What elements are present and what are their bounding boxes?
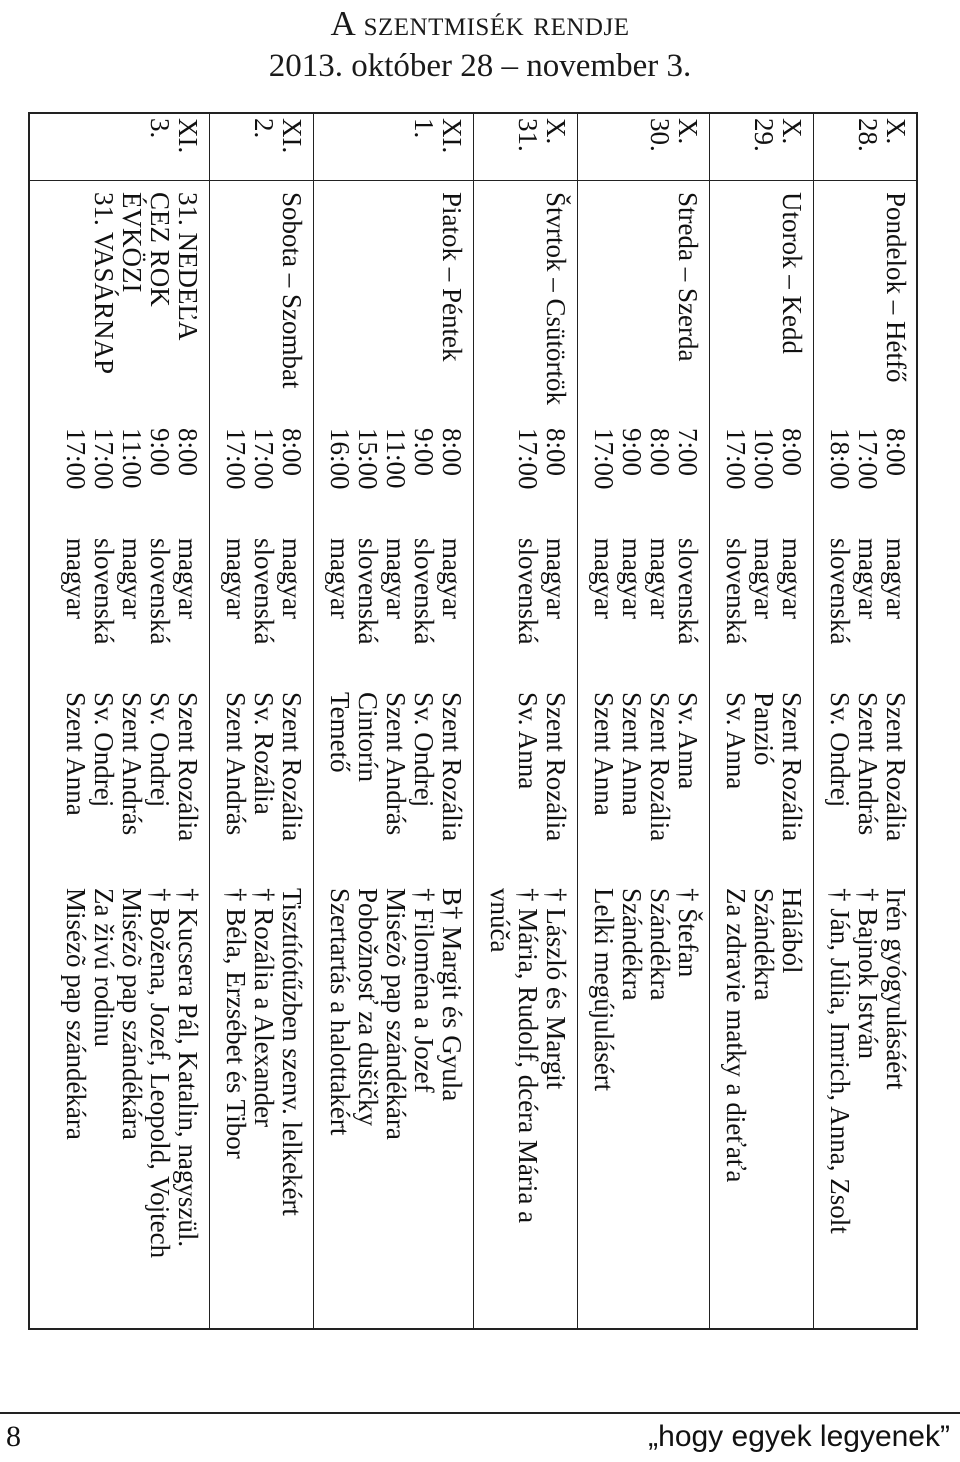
day-name-cell xyxy=(278,192,306,389)
day-name-text: ÉVKÖZI xyxy=(117,192,147,293)
mass-place: Szent Anna xyxy=(589,692,619,816)
mass-lang: magyar xyxy=(325,538,355,619)
mass-lang: slovenská xyxy=(721,538,751,645)
mass-lang: magyar xyxy=(437,538,467,619)
mass-time: 16:00 xyxy=(325,428,355,490)
mass-intent: † Ján, Júlia, Imrich, Anna, Zsolt xyxy=(825,888,855,1234)
mass-lang: slovenská xyxy=(145,538,175,645)
schedule-table xyxy=(28,112,918,1330)
mass-place: Szent Rozália xyxy=(277,692,307,842)
mass-place: Cintorín xyxy=(353,692,383,783)
mass-time: 18:00 xyxy=(825,428,855,490)
mass-lang: magyar xyxy=(853,538,883,619)
mass-intent: Pobožnosť za dušičky xyxy=(353,888,383,1127)
day-name-text: Štvrtok – Csütörtök xyxy=(541,192,571,406)
date-text: 3. xyxy=(145,118,175,139)
mass-place: Temető xyxy=(325,692,355,773)
mass-lang: magyar xyxy=(749,538,779,619)
mass-place: Szent Anna xyxy=(617,692,647,816)
mass-intent: Irén gyógyulásáért xyxy=(881,888,911,1090)
mass-intent: † Bajnok István xyxy=(853,888,883,1059)
mass-lang: magyar xyxy=(881,538,911,619)
footer-divider xyxy=(0,1412,960,1414)
date-cell xyxy=(514,118,570,152)
mass-time: 8:00 xyxy=(173,428,203,477)
mass-lang: magyar xyxy=(541,538,571,619)
mass-time: 17:00 xyxy=(513,428,543,490)
mass-time: 9:00 xyxy=(145,428,175,477)
mass-place: Sv. Anna xyxy=(673,692,703,790)
mass-time: 7:00 xyxy=(673,428,703,477)
day-divider xyxy=(313,112,314,1330)
day-divider xyxy=(209,112,210,1330)
mass-place: Sv. Anna xyxy=(721,692,751,790)
date-text: XI. xyxy=(437,118,467,154)
mass-intent: † Filoména a Jozef xyxy=(409,888,439,1093)
mass-intent: Hálából xyxy=(777,888,807,974)
mass-lang: magyar xyxy=(221,538,251,619)
day-name-cell xyxy=(438,192,466,362)
day-name-text: CEZ ROK xyxy=(145,192,175,307)
day-name-cell xyxy=(778,192,806,354)
date-text: 1. xyxy=(409,118,439,139)
mass-time: 15:00 xyxy=(353,428,383,490)
date-range: 2013. október 28 – november 3. xyxy=(268,48,692,84)
date-text: X. xyxy=(673,118,703,145)
mass-place: Sv. Ondrej xyxy=(145,692,175,808)
page-title: A szentmisék rendje xyxy=(330,4,630,43)
mass-intent: Misézõ pap szándékára xyxy=(117,888,147,1140)
mass-time: 17:00 xyxy=(721,428,751,490)
day-divider xyxy=(577,112,578,1330)
date-text: X. xyxy=(541,118,571,145)
mass-lang: magyar xyxy=(117,538,147,619)
mass-intent: † László és Margit xyxy=(541,888,571,1090)
mass-intent: † Kucsera Pál, Katalin, nagyszül. xyxy=(173,888,203,1248)
date-text: XI. xyxy=(173,118,203,154)
footer-motto: „hogy egyek legyenek” xyxy=(648,1420,950,1453)
day-divider xyxy=(473,112,474,1330)
mass-lang: magyar xyxy=(381,538,411,619)
mass-intent: † Božena, Jozef, Leopold, Vojtech xyxy=(145,888,175,1259)
date-cell xyxy=(854,118,910,152)
mass-lang: magyar xyxy=(61,538,91,619)
mass-intent: † Rozália a Alexander xyxy=(249,888,279,1128)
day-name-text: Pondelok – Hétfő xyxy=(881,192,911,383)
mass-lang: magyar xyxy=(617,538,647,619)
day-name-text: Utorok – Kedd xyxy=(777,192,807,354)
mass-lang: magyar xyxy=(589,538,619,619)
mass-intent: Misézõ pap szándékára xyxy=(61,888,91,1140)
mass-time: 17:00 xyxy=(249,428,279,490)
mass-place: Szent András xyxy=(221,692,251,836)
mass-intent: vnúča xyxy=(485,888,515,953)
mass-place: Szent Rozália xyxy=(881,692,911,842)
day-name-text: Piatok – Péntek xyxy=(437,192,467,362)
mass-time: 8:00 xyxy=(437,428,467,477)
mass-time: 17:00 xyxy=(61,428,91,490)
mass-intent: Lelki megújulásért xyxy=(589,888,619,1092)
mass-place: Szent Rozália xyxy=(777,692,807,842)
mass-place: Szent András xyxy=(117,692,147,836)
mass-lang: slovenská xyxy=(409,538,439,645)
mass-time: 11:00 xyxy=(117,428,147,489)
mass-intent: Za živú rodinu xyxy=(89,888,119,1047)
date-text: 30. xyxy=(645,118,675,152)
date-text: X. xyxy=(881,118,911,145)
mass-time: 8:00 xyxy=(777,428,807,477)
mass-place: Szent Rozália xyxy=(541,692,571,842)
day-name-cell xyxy=(542,192,570,405)
mass-lang: slovenská xyxy=(673,538,703,645)
schedule-grid xyxy=(28,112,918,1330)
mass-lang: magyar xyxy=(645,538,675,619)
mass-place: Sv. Rozália xyxy=(249,692,279,815)
mass-intent: Za zdravie matky a dieťaťa xyxy=(721,888,751,1183)
mass-time: 8:00 xyxy=(881,428,911,477)
mass-place: Szent Rozália xyxy=(437,692,467,842)
mass-time: 8:00 xyxy=(541,428,571,477)
mass-time: 8:00 xyxy=(277,428,307,477)
day-name-text: Sobota – Szombat xyxy=(277,192,307,389)
day-name-text: 31. VASÁRNAP xyxy=(89,192,119,375)
date-text: 28. xyxy=(853,118,883,152)
mass-place: Szent Rozália xyxy=(645,692,675,842)
mass-time: 17:00 xyxy=(853,428,883,490)
mass-intent: Tisztítótűzben szenv. lelkekért xyxy=(277,888,307,1216)
mass-time: 11:00 xyxy=(381,428,411,489)
mass-place: Szent András xyxy=(853,692,883,836)
date-text: 2. xyxy=(249,118,279,139)
mass-lang: magyar xyxy=(173,538,203,619)
day-name-cell xyxy=(882,192,910,382)
day-divider xyxy=(813,112,814,1330)
mass-lang: slovenská xyxy=(825,538,855,645)
page-number: 8 xyxy=(6,1420,21,1453)
day-name-cell xyxy=(674,192,702,361)
mass-intent: Szertartás a halottakért xyxy=(325,888,355,1136)
mass-place: Sv. Ondrej xyxy=(825,692,855,808)
mass-intent: Misézõ pap szándékára xyxy=(381,888,411,1140)
mass-place: Szent Anna xyxy=(61,692,91,816)
mass-place: Sv. Ondrej xyxy=(89,692,119,808)
mass-intent: Szándékra xyxy=(749,888,779,1001)
date-text: 31. xyxy=(513,118,543,152)
mass-lang: magyar xyxy=(777,538,807,619)
date-text: 29. xyxy=(749,118,779,152)
mass-intent: Szándékra xyxy=(645,888,675,1001)
date-text: XI. xyxy=(277,118,307,154)
mass-lang: slovenská xyxy=(249,538,279,645)
mass-place: Panzió xyxy=(749,692,779,766)
mass-intent: † Mária, Rudolf, dcéra Mária a xyxy=(513,888,543,1224)
mass-time: 9:00 xyxy=(409,428,439,477)
mass-lang: slovenská xyxy=(513,538,543,645)
mass-lang: slovenská xyxy=(89,538,119,645)
date-cell xyxy=(410,118,466,153)
mass-time: 9:00 xyxy=(617,428,647,477)
mass-place: Sv. Ondrej xyxy=(409,692,439,808)
mass-time: 17:00 xyxy=(221,428,251,490)
mass-place: Szent Rozália xyxy=(173,692,203,842)
mass-lang: magyar xyxy=(277,538,307,619)
day-name-text: Streda – Szerda xyxy=(673,192,703,362)
mass-intent: † Béla, Erzsébet és Tibor xyxy=(221,888,251,1159)
mass-place: Szent András xyxy=(381,692,411,836)
day-name-text: 31. NEDEĽA xyxy=(173,192,203,341)
mass-intent: B† Margit és Gyula xyxy=(437,888,467,1102)
day-name-cell xyxy=(90,192,202,374)
mass-time: 17:00 xyxy=(589,428,619,490)
date-cell xyxy=(250,118,306,153)
day-divider xyxy=(709,112,710,1330)
mass-intent: Szándékra xyxy=(617,888,647,1001)
mass-time: 8:00 xyxy=(645,428,675,477)
date-cell xyxy=(146,118,202,153)
mass-lang: slovenská xyxy=(353,538,383,645)
date-cell xyxy=(750,118,806,152)
mass-time: 17:00 xyxy=(89,428,119,490)
mass-place: Sv. Anna xyxy=(513,692,543,790)
date-cell xyxy=(646,118,702,152)
mass-intent: † Štefan xyxy=(673,888,703,978)
mass-time: 10:00 xyxy=(749,428,779,490)
date-text: X. xyxy=(777,118,807,145)
